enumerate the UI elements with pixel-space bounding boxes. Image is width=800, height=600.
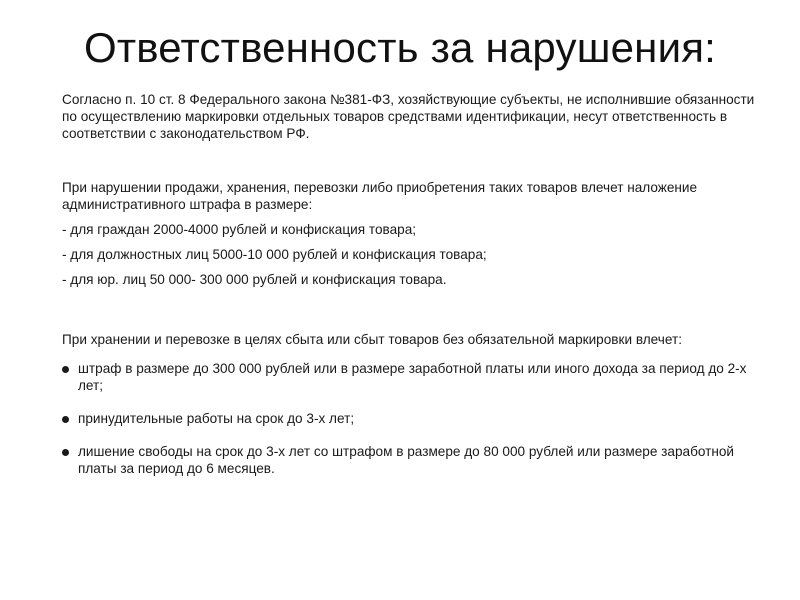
penalty-imprisonment-text: лишение свободы на срок до 3-х лет со штрафом в размере до 80 000 рублей или размере заработной платы за период до 6 месяцев. <box>78 444 735 476</box>
slide-body <box>62 91 762 477</box>
penalty-list <box>62 360 762 477</box>
violation-intro-paragraph: При нарушении продажи, хранения, перевозки либо приобретения таких товаров влечет наложение административного штрафа в размере: <box>62 180 698 212</box>
bullet-icon <box>62 366 69 373</box>
storage-intro-paragraph: При хранении и перевозке в целях сбыта или сбыт товаров без обязательной маркировки влечет: <box>62 332 682 347</box>
fine-legal-entities: - для юр. лиц 50 000- 300 000 рублей и конфискация товара. <box>62 272 447 287</box>
list-item <box>62 410 762 427</box>
penalty-forced-labor-text: принудительные работы на срок до 3-х лет; <box>78 411 355 426</box>
intro-paragraph: Согласно п. 10 ст. 8 Федерального закона №381-ФЗ, хозяйствующие субъекты, не исполнившие обязанности по осуществлению маркировки отдельных товаров средствами идентификации, несут ответственность в соответствии с законодательством РФ. <box>62 92 755 141</box>
penalty-fine-text: штраф в размере до 300 000 рублей или в размере заработной платы или иного дохода за период до 2-х лет; <box>78 361 747 393</box>
fine-citizens: - для граждан 2000-4000 рублей и конфискация товара; <box>62 222 417 237</box>
list-item <box>62 360 762 394</box>
bullet-icon <box>62 416 69 423</box>
list-item <box>62 443 762 477</box>
fine-officials: - для должностных лиц 5000-10 000 рублей и конфискация товара; <box>62 247 487 262</box>
bullet-icon <box>62 449 69 456</box>
slide-title: Ответственность за нарушения: <box>83 24 717 71</box>
